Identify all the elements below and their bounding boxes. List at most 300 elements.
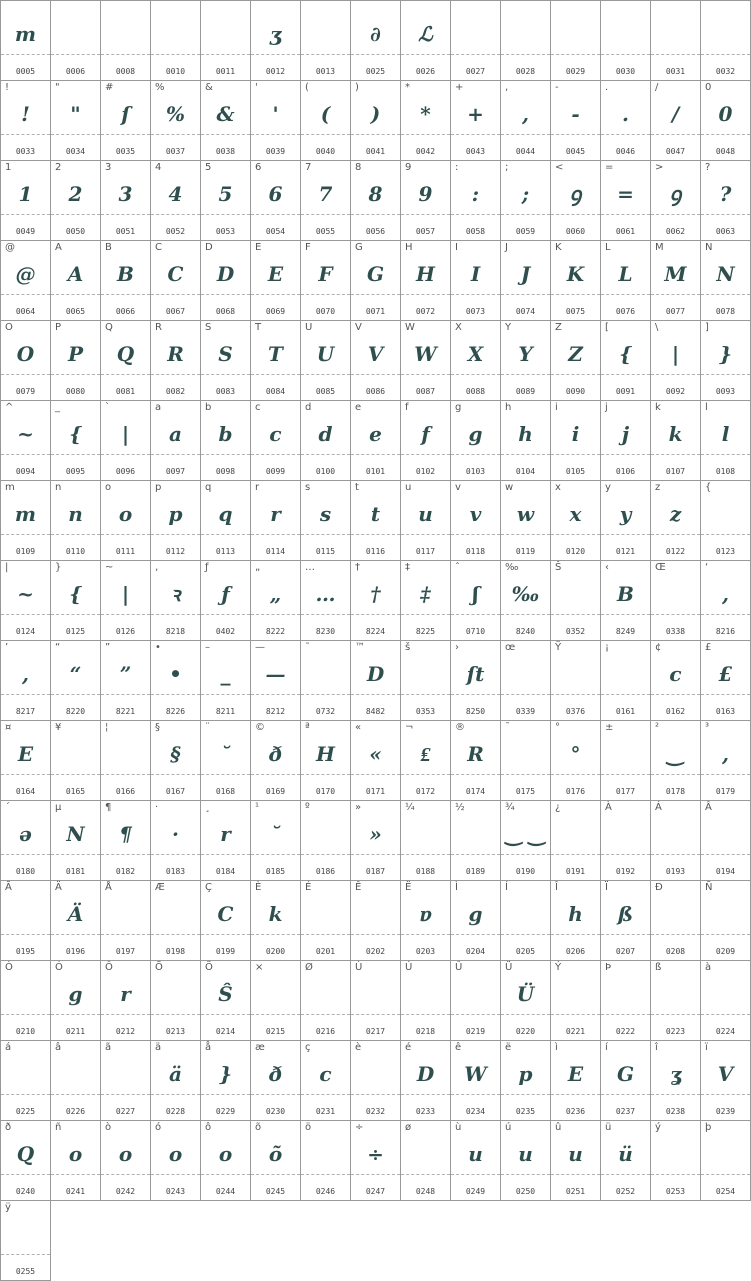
dashed-separator bbox=[701, 854, 750, 855]
cell-character-label: _ bbox=[55, 402, 60, 413]
glyph-sample bbox=[401, 1135, 450, 1173]
cell-character-label: ò bbox=[105, 1122, 112, 1133]
character-code: 0339 bbox=[515, 707, 536, 716]
glyph-sample: ꝛ bbox=[170, 582, 181, 606]
glyph-sample bbox=[601, 975, 650, 1013]
character-code: 0053 bbox=[215, 227, 236, 236]
dashed-separator bbox=[501, 214, 550, 215]
dashed-separator bbox=[301, 454, 350, 455]
glyph-sample bbox=[501, 895, 550, 933]
glyph-cell bbox=[250, 480, 300, 560]
character-code: 0205 bbox=[515, 947, 536, 956]
glyph-sample: g bbox=[68, 982, 83, 1006]
glyph-cell bbox=[400, 560, 450, 640]
character-code: 0109 bbox=[15, 547, 36, 556]
glyph-sample bbox=[651, 575, 700, 613]
glyph-cell bbox=[500, 800, 550, 880]
cell-character-label: U bbox=[305, 322, 313, 333]
glyph-sample: } bbox=[719, 342, 732, 366]
glyph-sample: ‿ ‿ bbox=[505, 822, 546, 846]
glyph-sample: D bbox=[216, 262, 235, 286]
cell-character-label: ã bbox=[105, 1042, 112, 1053]
cell-character-label: 5 bbox=[205, 162, 212, 173]
cell-character-label: R bbox=[155, 322, 162, 333]
cell-character-label: m bbox=[5, 482, 15, 493]
dashed-separator bbox=[301, 54, 350, 55]
character-code: 8212 bbox=[265, 707, 286, 716]
cell-character-label: ” bbox=[105, 642, 111, 653]
glyph-sample: § bbox=[170, 742, 181, 766]
glyph-cell bbox=[700, 960, 751, 1040]
glyph-sample: E bbox=[567, 1062, 584, 1086]
character-code: 0100 bbox=[315, 467, 336, 476]
character-code: 0113 bbox=[215, 547, 236, 556]
glyph-cell bbox=[250, 960, 300, 1040]
glyph-cell bbox=[400, 800, 450, 880]
cell-character-label: O bbox=[5, 322, 13, 333]
cell-character-label: ¼ bbox=[405, 802, 415, 813]
dashed-separator bbox=[551, 374, 600, 375]
glyph-cell bbox=[300, 640, 350, 720]
character-code: 0247 bbox=[365, 1187, 386, 1196]
cell-character-label: Ú bbox=[405, 962, 413, 973]
cell-character-label: 7 bbox=[305, 162, 312, 173]
cell-character-label: 0 bbox=[705, 82, 712, 93]
dashed-separator bbox=[101, 854, 150, 855]
cell-character-label: … bbox=[305, 562, 315, 573]
cell-character-label: Á bbox=[655, 802, 662, 813]
glyph-cell bbox=[650, 720, 700, 800]
cell-character-label: N bbox=[705, 242, 713, 253]
glyph-sample bbox=[351, 1055, 400, 1093]
character-code: 0244 bbox=[215, 1187, 236, 1196]
cell-character-label: Ù bbox=[355, 962, 363, 973]
glyph-cell bbox=[600, 1040, 650, 1120]
glyph-cell bbox=[600, 0, 650, 80]
character-code: 0254 bbox=[715, 1187, 736, 1196]
glyph-sample: p bbox=[168, 502, 183, 526]
dashed-separator bbox=[501, 854, 550, 855]
glyph-cell bbox=[600, 560, 650, 640]
character-code: 0102 bbox=[415, 467, 436, 476]
glyph-cell bbox=[550, 320, 600, 400]
dashed-separator bbox=[351, 374, 400, 375]
cell-character-label: : bbox=[455, 162, 459, 173]
character-code: 0233 bbox=[415, 1107, 436, 1116]
cell-character-label: ‚ bbox=[155, 562, 159, 573]
cell-character-label: q bbox=[205, 482, 212, 493]
glyph-cell bbox=[450, 960, 500, 1040]
cell-character-label: · bbox=[155, 802, 159, 813]
cell-character-label: ^ bbox=[5, 402, 14, 413]
dashed-separator bbox=[401, 854, 450, 855]
dashed-separator bbox=[701, 374, 750, 375]
glyph-cell bbox=[200, 240, 250, 320]
glyph-sample: P bbox=[67, 342, 84, 366]
glyph-sample: , bbox=[722, 742, 729, 766]
dashed-separator bbox=[651, 1014, 700, 1015]
character-code: 0206 bbox=[565, 947, 586, 956]
glyph-cell bbox=[500, 160, 550, 240]
character-code: 0079 bbox=[15, 387, 36, 396]
cell-character-label: Ö bbox=[205, 962, 213, 973]
cell-character-label: e bbox=[355, 402, 362, 413]
character-code: 0068 bbox=[215, 307, 236, 316]
cell-character-label: @ bbox=[5, 242, 15, 253]
cell-character-label: ¿ bbox=[555, 802, 561, 813]
dashed-separator bbox=[51, 614, 100, 615]
cell-character-label: — bbox=[255, 642, 265, 653]
glyph-sample: … bbox=[315, 582, 336, 606]
glyph-sample: ə bbox=[19, 822, 32, 846]
character-code: 0083 bbox=[215, 387, 236, 396]
glyph-cell bbox=[300, 800, 350, 880]
dashed-separator bbox=[401, 454, 450, 455]
character-code: 0111 bbox=[115, 547, 136, 556]
dashed-separator bbox=[601, 454, 650, 455]
cell-character-label: º bbox=[305, 802, 310, 813]
dashed-separator bbox=[601, 1174, 650, 1175]
glyph-cell bbox=[50, 480, 100, 560]
cell-character-label: ç bbox=[305, 1042, 311, 1053]
glyph-cell bbox=[700, 0, 751, 80]
dashed-separator bbox=[151, 374, 200, 375]
glyph-cell bbox=[650, 480, 700, 560]
character-code: 0193 bbox=[665, 867, 686, 876]
cell-character-label: ² bbox=[655, 722, 660, 733]
glyph-sample: Ŝ bbox=[218, 982, 233, 1006]
glyph-sample: „ bbox=[269, 582, 282, 606]
character-code: 0010 bbox=[165, 67, 186, 76]
glyph-sample: 1 bbox=[18, 182, 33, 206]
character-code: 0199 bbox=[215, 947, 236, 956]
dashed-separator bbox=[651, 1174, 700, 1175]
cell-character-label: ð bbox=[5, 1122, 12, 1133]
character-code: 0181 bbox=[65, 867, 86, 876]
glyph-cell bbox=[700, 720, 751, 800]
dashed-separator bbox=[101, 614, 150, 615]
glyph-cell bbox=[400, 480, 450, 560]
glyph-sample: o bbox=[118, 1142, 133, 1166]
dashed-separator bbox=[551, 134, 600, 135]
dashed-separator bbox=[101, 934, 150, 935]
character-code: 0202 bbox=[365, 947, 386, 956]
dashed-separator bbox=[51, 934, 100, 935]
glyph-sample: , bbox=[522, 102, 529, 126]
dashed-separator bbox=[601, 614, 650, 615]
dashed-separator bbox=[351, 614, 400, 615]
glyph-cell bbox=[200, 800, 250, 880]
dashed-separator bbox=[451, 934, 500, 935]
cell-character-label: ú bbox=[505, 1122, 512, 1133]
character-code: 8240 bbox=[515, 627, 536, 636]
glyph-cell bbox=[450, 1120, 500, 1201]
character-code: 0253 bbox=[665, 1187, 686, 1196]
dashed-separator bbox=[601, 374, 650, 375]
dashed-separator bbox=[101, 1174, 150, 1175]
dashed-separator bbox=[551, 774, 600, 775]
cell-character-label: È bbox=[255, 882, 262, 893]
dashed-separator bbox=[51, 694, 100, 695]
character-code: 0062 bbox=[665, 227, 686, 236]
dashed-separator bbox=[601, 134, 650, 135]
glyph-cell bbox=[500, 400, 550, 480]
glyph-sample: G bbox=[366, 262, 385, 286]
character-code: 0164 bbox=[15, 787, 36, 796]
glyph-sample: — bbox=[265, 662, 286, 686]
glyph-sample bbox=[551, 575, 600, 613]
cell-character-label: x bbox=[555, 482, 561, 493]
character-code: 0094 bbox=[15, 467, 36, 476]
glyph-sample: ‡ bbox=[420, 582, 431, 606]
cell-character-label: é bbox=[405, 1042, 412, 1053]
cell-character-label: ƒ bbox=[205, 562, 209, 573]
glyph-cell bbox=[0, 800, 50, 880]
glyph-cell bbox=[350, 640, 400, 720]
glyph-sample: H bbox=[316, 742, 335, 766]
cell-character-label: Ñ bbox=[705, 882, 713, 893]
cell-character-label: ™ bbox=[355, 642, 365, 653]
character-code: 0115 bbox=[315, 547, 336, 556]
dashed-separator bbox=[151, 854, 200, 855]
glyph-sample: · bbox=[172, 822, 179, 846]
glyph-cell bbox=[0, 1040, 50, 1120]
character-code: 0122 bbox=[665, 547, 686, 556]
cell-character-label: Å bbox=[105, 882, 112, 893]
dashed-separator bbox=[451, 614, 500, 615]
glyph-sample: Ü bbox=[516, 982, 535, 1006]
glyph-cell bbox=[550, 1040, 600, 1120]
glyph-cell bbox=[350, 560, 400, 640]
glyph-cell bbox=[250, 400, 300, 480]
dashed-separator bbox=[401, 1014, 450, 1015]
character-code: 0070 bbox=[315, 307, 336, 316]
cell-character-label: ) bbox=[355, 82, 359, 93]
dashed-separator bbox=[551, 54, 600, 55]
character-code: 0090 bbox=[565, 387, 586, 396]
dashed-separator bbox=[151, 214, 200, 215]
glyph-cell bbox=[500, 80, 550, 160]
character-code: 0099 bbox=[265, 467, 286, 476]
character-code: 0338 bbox=[665, 627, 686, 636]
glyph-cell bbox=[300, 960, 350, 1040]
glyph-cell bbox=[550, 160, 600, 240]
character-code: 0011 bbox=[215, 67, 236, 76]
character-code: 0058 bbox=[465, 227, 486, 236]
glyph-cell bbox=[150, 160, 200, 240]
glyph-sample: | bbox=[671, 342, 680, 366]
glyph-sample bbox=[151, 15, 200, 53]
character-code: 0225 bbox=[15, 1107, 36, 1116]
dashed-separator bbox=[701, 1014, 750, 1015]
cell-character-label: k bbox=[655, 402, 661, 413]
dashed-separator bbox=[251, 854, 300, 855]
glyph-cell bbox=[150, 960, 200, 1040]
character-code: 0238 bbox=[665, 1107, 686, 1116]
glyph-cell bbox=[600, 80, 650, 160]
dashed-separator bbox=[201, 534, 250, 535]
cell-character-label: ÷ bbox=[355, 1122, 364, 1133]
cell-character-label: µ bbox=[55, 802, 62, 813]
dashed-separator bbox=[401, 614, 450, 615]
cell-character-label: ± bbox=[605, 722, 614, 733]
dashed-separator bbox=[451, 454, 500, 455]
glyph-cell bbox=[350, 320, 400, 400]
dashed-separator bbox=[51, 1094, 100, 1095]
glyph-sample: ₤ bbox=[420, 742, 431, 766]
dashed-separator bbox=[201, 294, 250, 295]
glyph-sample bbox=[601, 655, 650, 693]
cell-character-label: ì bbox=[555, 1042, 558, 1053]
character-code: 0237 bbox=[615, 1107, 636, 1116]
dashed-separator bbox=[1, 134, 50, 135]
character-code: 0201 bbox=[315, 947, 336, 956]
dashed-separator bbox=[351, 934, 400, 935]
character-code: 8482 bbox=[365, 707, 386, 716]
glyph-sample: p bbox=[518, 1062, 533, 1086]
cell-character-label: Õ bbox=[155, 962, 163, 973]
glyph-sample: S bbox=[218, 342, 233, 366]
dashed-separator bbox=[301, 1014, 350, 1015]
character-code: 0124 bbox=[15, 627, 36, 636]
cell-character-label: ¥ bbox=[55, 722, 62, 733]
character-code: 0235 bbox=[515, 1107, 536, 1116]
character-code: 0052 bbox=[165, 227, 186, 236]
dashed-separator bbox=[401, 694, 450, 695]
dashed-separator bbox=[701, 214, 750, 215]
dashed-separator bbox=[301, 214, 350, 215]
dashed-separator bbox=[201, 54, 250, 55]
dashed-separator bbox=[551, 614, 600, 615]
dashed-separator bbox=[251, 134, 300, 135]
cell-character-label: * bbox=[405, 82, 410, 93]
cell-character-label: Â bbox=[705, 802, 712, 813]
dashed-separator bbox=[301, 854, 350, 855]
character-code: 0076 bbox=[615, 307, 636, 316]
character-code: 8222 bbox=[265, 627, 286, 636]
glyph-cell bbox=[600, 640, 650, 720]
glyph-cell bbox=[450, 400, 500, 480]
glyph-cell bbox=[400, 0, 450, 80]
character-code: 0188 bbox=[415, 867, 436, 876]
glyph-cell bbox=[250, 880, 300, 960]
glyph-cell bbox=[350, 720, 400, 800]
glyph-sample: ( bbox=[320, 102, 331, 126]
dashed-separator bbox=[1, 374, 50, 375]
character-code: 0042 bbox=[415, 147, 436, 156]
cell-character-label: ~ bbox=[105, 562, 114, 573]
glyph-cell bbox=[550, 720, 600, 800]
glyph-cell bbox=[550, 480, 600, 560]
character-code: 0065 bbox=[65, 307, 86, 316]
dashed-separator bbox=[51, 454, 100, 455]
glyph-cell bbox=[200, 960, 250, 1040]
glyph-cell bbox=[250, 1120, 300, 1201]
dashed-separator bbox=[301, 694, 350, 695]
cell-character-label: ï bbox=[705, 1042, 708, 1053]
glyph-cell bbox=[100, 400, 150, 480]
dashed-separator bbox=[401, 1174, 450, 1175]
cell-character-label: n bbox=[55, 482, 62, 493]
character-code: 0353 bbox=[415, 707, 436, 716]
character-code: 0203 bbox=[415, 947, 436, 956]
character-code: 0232 bbox=[365, 1107, 386, 1116]
dashed-separator bbox=[201, 454, 250, 455]
glyph-cell bbox=[700, 240, 751, 320]
dashed-separator bbox=[51, 854, 100, 855]
dashed-separator bbox=[301, 774, 350, 775]
glyph-sample: , bbox=[22, 662, 29, 686]
glyph-cell bbox=[700, 560, 751, 640]
glyph-cell bbox=[450, 1040, 500, 1120]
character-code: 0006 bbox=[65, 67, 86, 76]
glyph-sample bbox=[151, 975, 200, 1013]
dashed-separator bbox=[251, 774, 300, 775]
dashed-separator bbox=[1, 854, 50, 855]
character-code: 0196 bbox=[65, 947, 86, 956]
glyph-cell bbox=[450, 480, 500, 560]
glyph-cell bbox=[600, 240, 650, 320]
glyph-cell bbox=[600, 800, 650, 880]
dashed-separator bbox=[401, 374, 450, 375]
character-code: 0190 bbox=[515, 867, 536, 876]
glyph-sample bbox=[701, 815, 750, 853]
cell-character-label: s bbox=[305, 482, 311, 493]
glyph-cell bbox=[500, 560, 550, 640]
glyph-sample: ℒ bbox=[418, 22, 433, 46]
glyph-cell bbox=[650, 560, 700, 640]
character-code: 0221 bbox=[565, 1027, 586, 1036]
character-code: 0119 bbox=[515, 547, 536, 556]
character-code: 0077 bbox=[665, 307, 686, 316]
glyph-sample: 0 bbox=[718, 102, 733, 126]
glyph-sample: , bbox=[722, 582, 729, 606]
glyph-sample: j bbox=[621, 422, 630, 446]
cell-character-label: ¸ bbox=[205, 802, 210, 813]
glyph-cell bbox=[50, 160, 100, 240]
glyph-sample bbox=[701, 495, 750, 533]
cell-character-label: ü bbox=[605, 1122, 612, 1133]
character-code: 0223 bbox=[665, 1027, 686, 1036]
glyph-cell bbox=[450, 720, 500, 800]
character-code: 0175 bbox=[515, 787, 536, 796]
character-code: 0195 bbox=[15, 947, 36, 956]
glyph-sample bbox=[551, 15, 600, 53]
dashed-separator bbox=[251, 1174, 300, 1175]
glyph-cell bbox=[650, 80, 700, 160]
character-code: 0097 bbox=[165, 467, 186, 476]
dashed-separator bbox=[401, 134, 450, 135]
glyph-sample: G bbox=[616, 1062, 635, 1086]
character-code: 0182 bbox=[115, 867, 136, 876]
cell-character-label: p bbox=[155, 482, 162, 493]
glyph-cell bbox=[450, 240, 500, 320]
character-code: 0034 bbox=[65, 147, 86, 156]
dashed-separator bbox=[701, 54, 750, 55]
cell-character-label: þ bbox=[705, 1122, 712, 1133]
cell-character-label: T bbox=[255, 322, 262, 333]
cell-character-label: 8 bbox=[355, 162, 362, 173]
dashed-separator bbox=[701, 694, 750, 695]
glyph-cell bbox=[100, 720, 150, 800]
cell-character-label: À bbox=[605, 802, 612, 813]
glyph-cell bbox=[200, 80, 250, 160]
glyph-cell bbox=[50, 320, 100, 400]
cell-character-label: X bbox=[455, 322, 462, 333]
character-code: 0250 bbox=[515, 1187, 536, 1196]
dashed-separator bbox=[501, 1174, 550, 1175]
character-code: 0092 bbox=[665, 387, 686, 396]
